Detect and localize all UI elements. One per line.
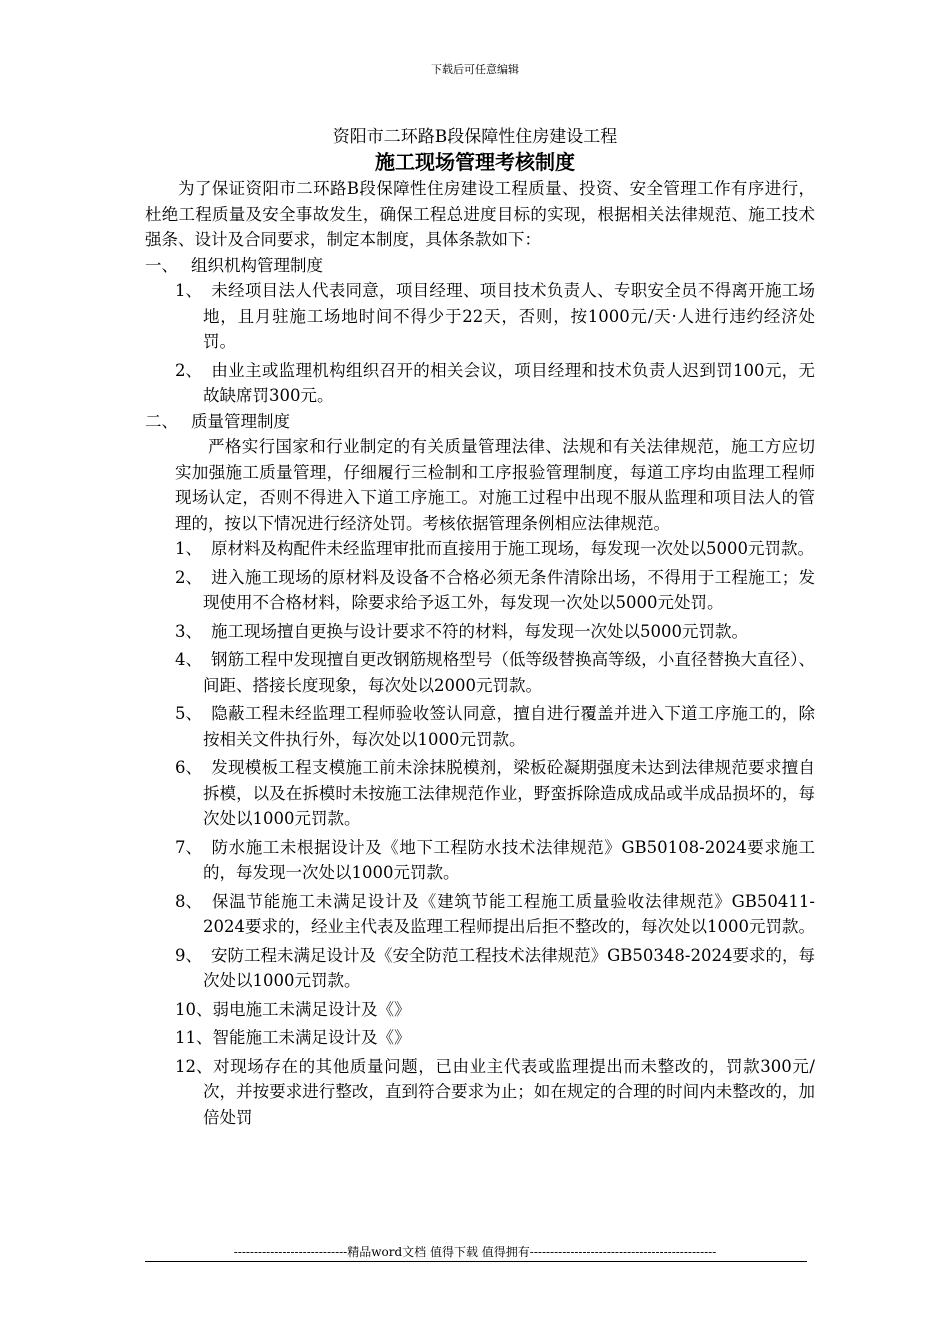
item-number: 11、 <box>175 1028 213 1047</box>
item-number: 12、 <box>175 1056 213 1076</box>
list-item <box>175 997 815 1023</box>
section-heading <box>145 409 815 435</box>
list-item <box>175 278 815 355</box>
list-item <box>175 835 815 886</box>
list-item <box>175 619 815 645</box>
list-item <box>175 1025 815 1051</box>
item-text: 钢筋工程中发现擅自更改钢筋规格型号（低等级替换高等级，小直径替换大直径）、间距、搭接长度现象，每次处以2000元罚款。 <box>203 650 815 695</box>
list-item <box>175 755 815 832</box>
item-number: 1、 <box>175 539 202 558</box>
item-text: 进入施工现场的原材料及设备不合格必须无条件清除出场，不得用于工程施工；发现使用不合格材料，除要求给予返工外，每发现一次处以5000元处罚。 <box>203 567 815 612</box>
section-title: 质量管理制度 <box>191 411 290 431</box>
item-text: 保温节能施工未满足设计及《建筑节能工程施工质量验收法律规范》GB50411-2024要求的，经业主代表及监理工程师提出后拒不整改的，每次处以1000元罚款。 <box>203 891 815 936</box>
list-item <box>175 943 815 994</box>
item-number: 2、 <box>175 567 202 587</box>
section-paragraph: 严格实行国家和行业制定的有关质量管理法律、法规和有关法律规范，施工方应切实加强施工质量管理，仔细履行三检制和工序报验管理制度，每道工序均由监理工程师现场认定，否则不得进入下道工序施工。对施工过程中出现不服从监理和项目法人的管理的，按以下情况进行经济处罚。考核依据管理条例相应法律规范。 <box>175 437 815 533</box>
item-text: 智能施工未满足设计及《》 <box>212 1028 411 1047</box>
item-text: 原材料及构配件未经监理审批而直接用于施工现场，每发现一次处以5000元罚款。 <box>211 539 814 558</box>
item-text: 由业主或监理机构组织召开的相关会议，项目经理和技术负责人迟到罚100元，无故缺席罚300元。 <box>203 360 815 405</box>
intro-paragraph: 为了保证资阳市二环路B段保障性住房建设工程质量、投资、安全管理工作有序进行，杜绝工程质量及安全事故发生，确保工程总进度目标的实现，根据相关法律规范、施工技术强条、设计及合同要求，制定本制度，具体条款如下： <box>145 179 815 249</box>
list-item <box>175 1054 815 1131</box>
list-item <box>175 647 815 698</box>
list-item <box>175 565 815 616</box>
section-number: 一、 <box>145 255 178 275</box>
item-number: 3、 <box>175 621 202 641</box>
page-footer: ----------------------------精品word文档 值得下载 值得拥有---------------------------------------------- <box>233 1245 717 1259</box>
item-text: 安防工程未满足设计及《安全防范工程技术法律规范》GB50348-2024要求的，每次处以1000元罚款。 <box>203 945 815 990</box>
section-heading <box>145 253 815 279</box>
page-header: 下载后可任意编辑 <box>431 63 519 76</box>
item-number: 6、 <box>175 758 202 777</box>
item-number: 8、 <box>175 891 202 911</box>
document-subtitle: 资阳市二环路B段保障性住房建设工程 <box>332 127 618 147</box>
item-text: 隐蔽工程未经监理工程师验收签认同意，擅自进行覆盖并进入下道工序施工的，除按相关文件执行外，每次处以1000元罚款。 <box>203 704 815 749</box>
item-text: 发现模板工程支模施工前未涂抹脱模剂，梁板砼凝期强度未达到法律规范要求擅自拆模，以及在拆模时未按施工法律规范作业，野蛮拆除造成成品或半成品损坏的，每次处以1000元罚款。 <box>203 758 815 828</box>
list-item <box>175 701 815 752</box>
item-text: 施工现场擅自更换与设计要求不符的材料，每发现一次处以5000元罚款。 <box>211 621 748 641</box>
list-item <box>175 358 815 409</box>
item-number: 1、 <box>175 281 202 300</box>
item-text: 对现场存在的其他质量问题，已由业主代表或监理提出而未整改的，罚款300元/次，并按要求进行整改，直到符合要求为止；如在规定的合理的时间内未整改的，加倍处罚 <box>203 1056 815 1127</box>
item-text: 未经项目法人代表同意，项目经理、项目技术负责人、专职安全员不得离开施工场地，且月驻施工场地时间不得少于22天，否则，按1000元/天·人进行违约经济处罚。 <box>203 281 815 351</box>
item-number: 5、 <box>175 704 202 723</box>
item-number: 10、 <box>175 999 213 1019</box>
list-item <box>175 536 815 562</box>
item-number: 7、 <box>175 837 202 857</box>
item-text: 弱电施工未满足设计及《》 <box>212 999 411 1019</box>
item-number: 9、 <box>175 945 202 965</box>
section-number: 二、 <box>145 411 178 431</box>
item-number: 2、 <box>175 360 202 380</box>
document-title: 施工现场管理考核制度 <box>375 150 575 174</box>
document-body <box>145 176 815 1130</box>
section-title: 组织机构管理制度 <box>191 255 323 275</box>
item-text: 防水施工未根据设计及《地下工程防水技术法律规范》GB50108-2024要求施工的，每发现一次处以1000元罚款。 <box>203 837 815 882</box>
list-item <box>175 889 815 940</box>
item-number: 4、 <box>175 650 202 669</box>
footer-rule <box>145 1261 807 1262</box>
